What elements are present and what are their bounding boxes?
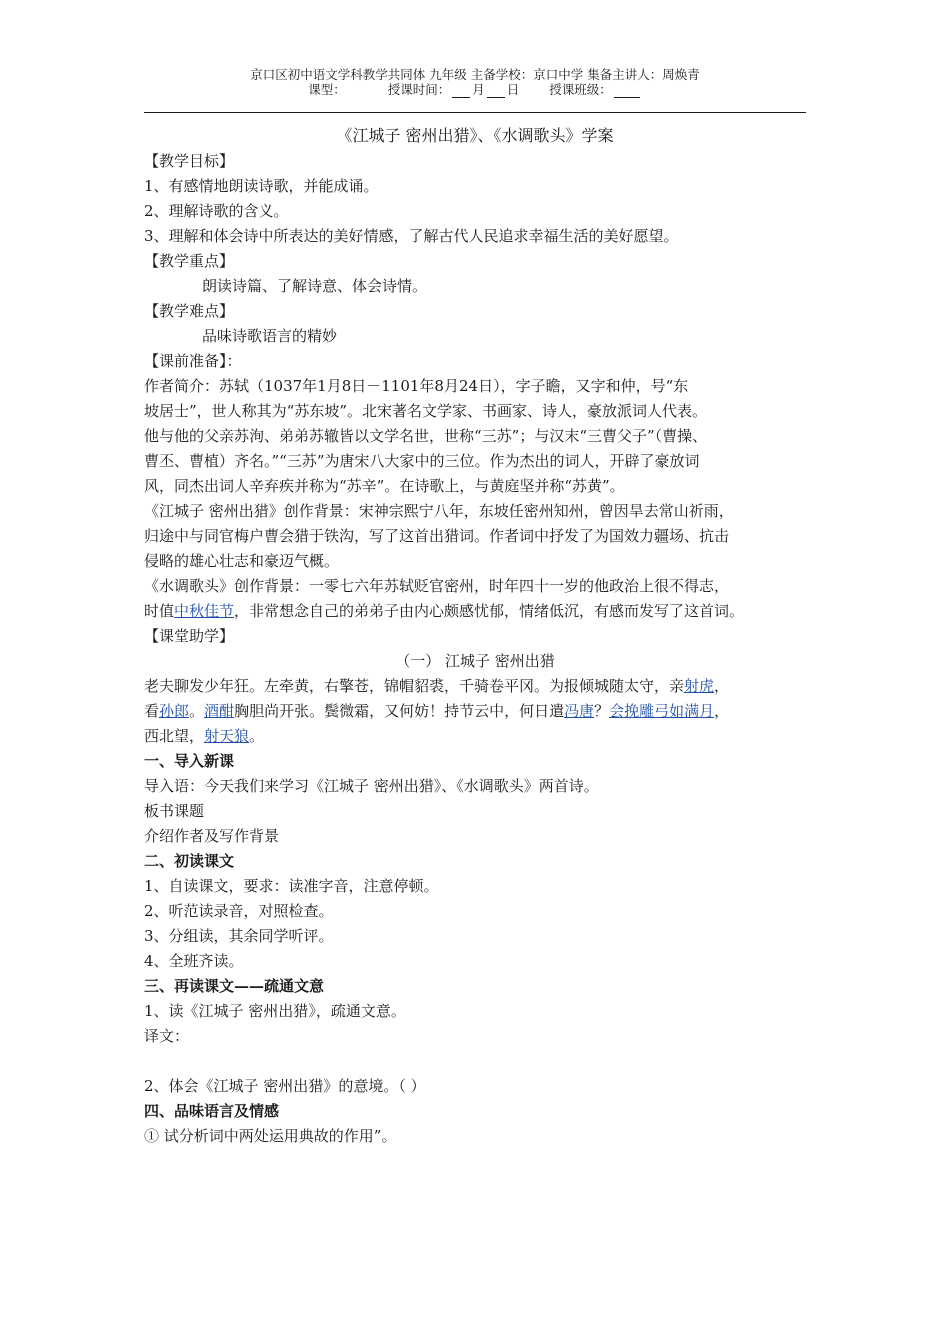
section-2-line: 3、分组读，其余同学听评。 (144, 927, 334, 945)
course-type-label: 课型： (308, 82, 346, 97)
goal-item: 2、理解诗歌的含义。 (144, 202, 289, 220)
header-line-1: 京口区初中语文学科教学共同体 九年级 主备学校：京口中学 集备主讲人：周焕青 (250, 67, 700, 82)
focus-heading: 【教学重点】 (144, 252, 235, 270)
section-2-line: 2、听范读录音，对照检查。 (144, 902, 334, 920)
translation-label: 译文： (144, 1027, 190, 1045)
goal-item: 3、理解和体会诗中所表达的美好情感，了解古代人民追求幸福生活的美好愿望。 (144, 227, 679, 245)
section-1-line: 介绍作者及写作背景 (144, 827, 280, 845)
author-line: 坡居士”，世人称其为“苏东坡”。北宋著名文学家、书画家、诗人，豪放派词人代表。 (144, 402, 708, 420)
section-2-heading: 二、初读课文 (144, 852, 235, 870)
section-4-line: ① 试分析词中两处运用典故的作用”。 (144, 1127, 397, 1145)
author-line: 曹丕、曹植）齐名。”“三苏”为唐宋八大家中的三位。作为杰出的词人，开辟了豪放词 (144, 452, 700, 470)
text-span: 。 (189, 702, 205, 720)
month-label: 月 (472, 82, 485, 97)
text-span: 胸胆尚开张。鬓微霜，又何妨！持节云中，何日遣 (234, 702, 565, 720)
sdgt-background-line: 《水调歌头》创作背景：一零七六年苏轼贬官密州，时年四十一岁的他政治上很不得志， (144, 577, 730, 595)
section-4-heading: 四、品味语言及情感 (144, 1102, 280, 1120)
goal-item: 1、有感情地朗读诗歌，并能成诵。 (144, 177, 379, 195)
prep-heading: 【课前准备】： (144, 352, 242, 370)
header-line-2 (144, 82, 806, 98)
class-label: 授课班级： (549, 82, 612, 97)
author-line: 作者简介：苏轼（1037年1月8日－1101年8月24日），字子瞻，又字和仲，号“东 (144, 377, 689, 395)
text-span: 。 (249, 727, 265, 745)
text-span: ，非常想念自己的弟弟子由内心颇感忧郁，情绪低沉，有感而发写了这首词。 (234, 602, 745, 620)
class-blank (614, 83, 640, 98)
section-1-heading: 一、导入新课 (144, 752, 235, 770)
section-1-line: 板书课题 (144, 802, 205, 820)
text-span: ？ (594, 702, 610, 720)
text-span: ， (714, 677, 730, 695)
poem-line (144, 701, 729, 721)
time-label: 授课时间： (387, 82, 451, 97)
text-span: 时值 (144, 602, 175, 620)
poem-title: （一） 江城子 密州出猎 (395, 652, 555, 670)
section-2-line: 1、自读课文，要求：读准字音，注意停顿。 (144, 877, 439, 895)
jcz-background-line: 《江城子 密州出猎》创作背景：宋神宗熙宁八年，东坡任密州知州，曾因旱去常山祈雨， (144, 502, 734, 520)
header-divider (144, 112, 806, 113)
text-span: 老夫聊发少年狂。左牵黄，右擎苍，锦帽貂裘，千骑卷平冈。为报倾城随太守，亲 (144, 677, 685, 695)
text-span: ， (714, 702, 730, 720)
jiuhan-link[interactable]: 酒酣 (204, 702, 235, 720)
shetianlang-link[interactable]: 射天狼 (204, 727, 250, 745)
poem-line (144, 726, 264, 746)
month-blank (452, 83, 470, 98)
sunlang-link[interactable]: 孙郎 (159, 702, 190, 720)
author-line: 他与他的父亲苏洵、弟弟苏辙皆以文学名世，世称“三苏”；与汉末“三曹父子”（曹操、 (144, 427, 708, 445)
goals-heading: 【教学目标】 (144, 152, 235, 170)
shehu-link[interactable]: 射虎 (684, 677, 715, 695)
mid-autumn-link[interactable]: 中秋佳节 (174, 602, 235, 620)
section-2-line: 4、全班齐读。 (144, 952, 244, 970)
fengtang-link[interactable]: 冯唐 (564, 702, 595, 720)
focus-text: 朗读诗篇、了解诗意、体会诗情。 (202, 277, 428, 295)
difficulty-text: 品味诗歌语言的精妙 (202, 327, 338, 345)
section-3-heading: 三、再读课文——疏通文意 (144, 977, 325, 995)
page-title: 《江城子 密州出猎》、《水调歌头》学案 (336, 126, 614, 145)
class-heading: 【课堂助学】 (144, 627, 235, 645)
huiwan-diaogong-link[interactable]: 会挽雕弓如满月 (609, 702, 715, 720)
jcz-background-line: 侵略的雄心壮志和豪迈气概。 (144, 552, 340, 570)
section-3-line: 2、体会《江城子 密州出猎》的意境。（ ） (144, 1077, 426, 1095)
section-3-line: 1、读《江城子 密州出猎》，疏通文意。 (144, 1002, 406, 1020)
sdgt-background-line (144, 601, 744, 621)
text-span: 看 (144, 702, 160, 720)
day-label: 日 (506, 82, 520, 97)
difficulty-heading: 【教学难点】 (144, 302, 235, 320)
day-blank (487, 83, 505, 98)
section-1-line: 导入语：今天我们来学习《江城子 密州出猎》、《水调歌头》两首诗。 (144, 777, 599, 795)
poem-line (144, 676, 729, 696)
jcz-background-line: 归途中与同官梅户曹会猎于铁沟，写了这首出猎词。作者词中抒发了为国效力疆场、抗击 (144, 527, 730, 545)
text-span: 西北望， (144, 727, 205, 745)
author-line: 风，同杰出词人辛弃疾并称为“苏辛”。在诗歌上，与黄庭坚并称“苏黄”。 (144, 477, 625, 495)
